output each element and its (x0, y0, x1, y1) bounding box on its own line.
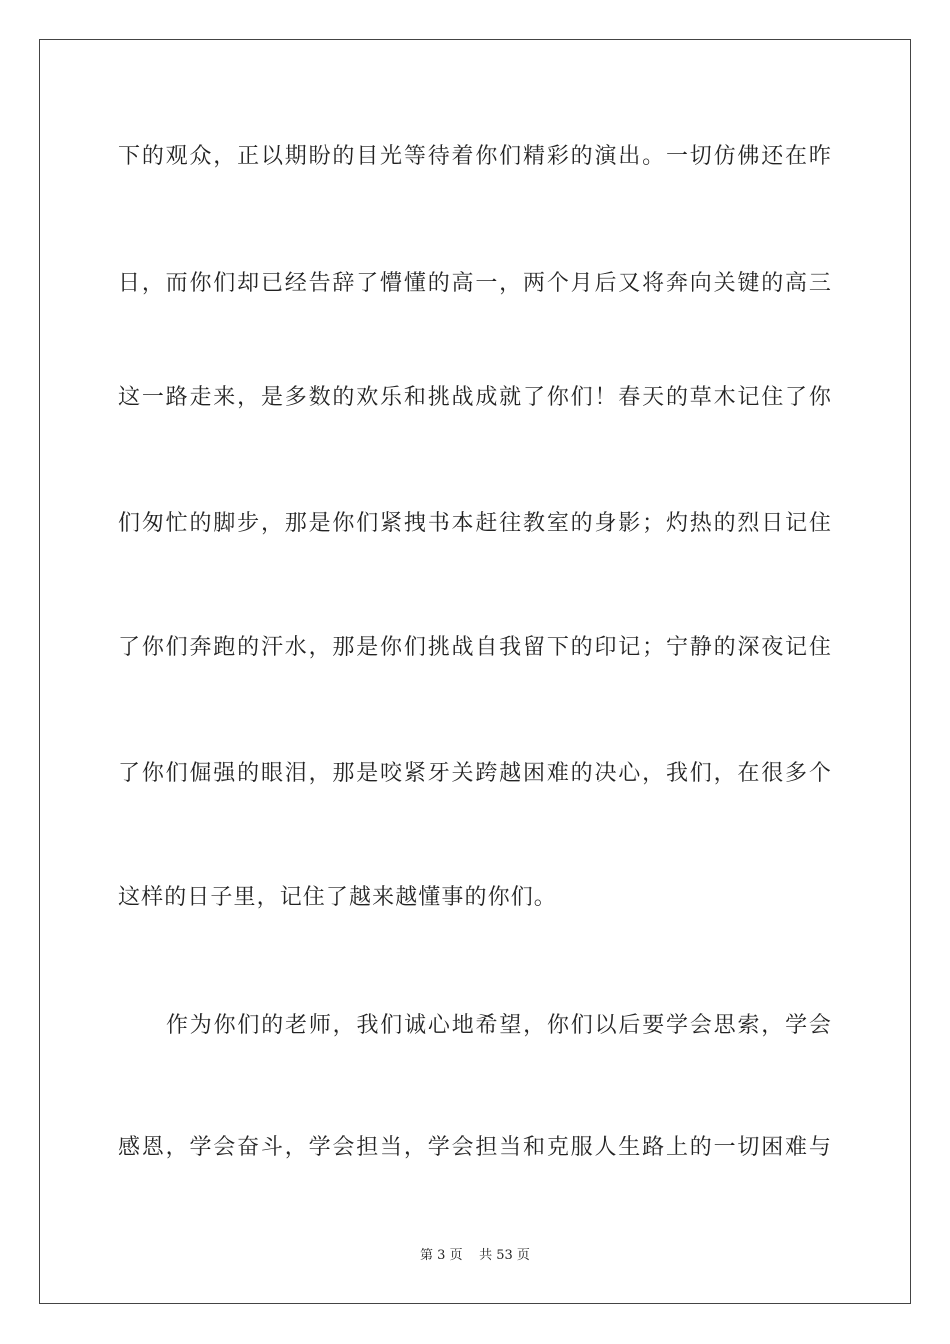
page-total: 共 53 页 (479, 1248, 530, 1263)
paragraph-line: 了你们倔强的眼泪，那是咬紧牙关跨越困难的决心，我们，在很多个 (118, 761, 832, 786)
page-border (39, 39, 911, 1304)
paragraph-line: 这一路走来，是多数的欢乐和挑战成就了你们！春天的草木记住了你 (118, 385, 832, 410)
paragraph-line-indented: 作为你们的老师，我们诚心地希望，你们以后要学会思索，学会 (166, 1013, 832, 1038)
page-footer (0, 1247, 950, 1265)
page-number: 第 3 页 (420, 1248, 463, 1263)
paragraph-line: 感恩，学会奋斗，学会担当，学会担当和克服人生路上的一切困难与 (118, 1135, 832, 1160)
paragraph-line: 下的观众，正以期盼的目光等待着你们精彩的演出。一切仿佛还在昨 (118, 144, 832, 169)
paragraph-line: 日，而你们却已经告辞了懵懂的高一，两个月后又将奔向关键的高三 (118, 271, 832, 296)
paragraph-line: 了你们奔跑的汗水，那是你们挑战自我留下的印记；宁静的深夜记住 (118, 635, 832, 660)
paragraph-line: 们匆忙的脚步，那是你们紧拽书本赶往教室的身影；灼热的烈日记住 (118, 511, 832, 536)
paragraph-line: 这样的日子里，记住了越来越懂事的你们。 (118, 885, 557, 910)
